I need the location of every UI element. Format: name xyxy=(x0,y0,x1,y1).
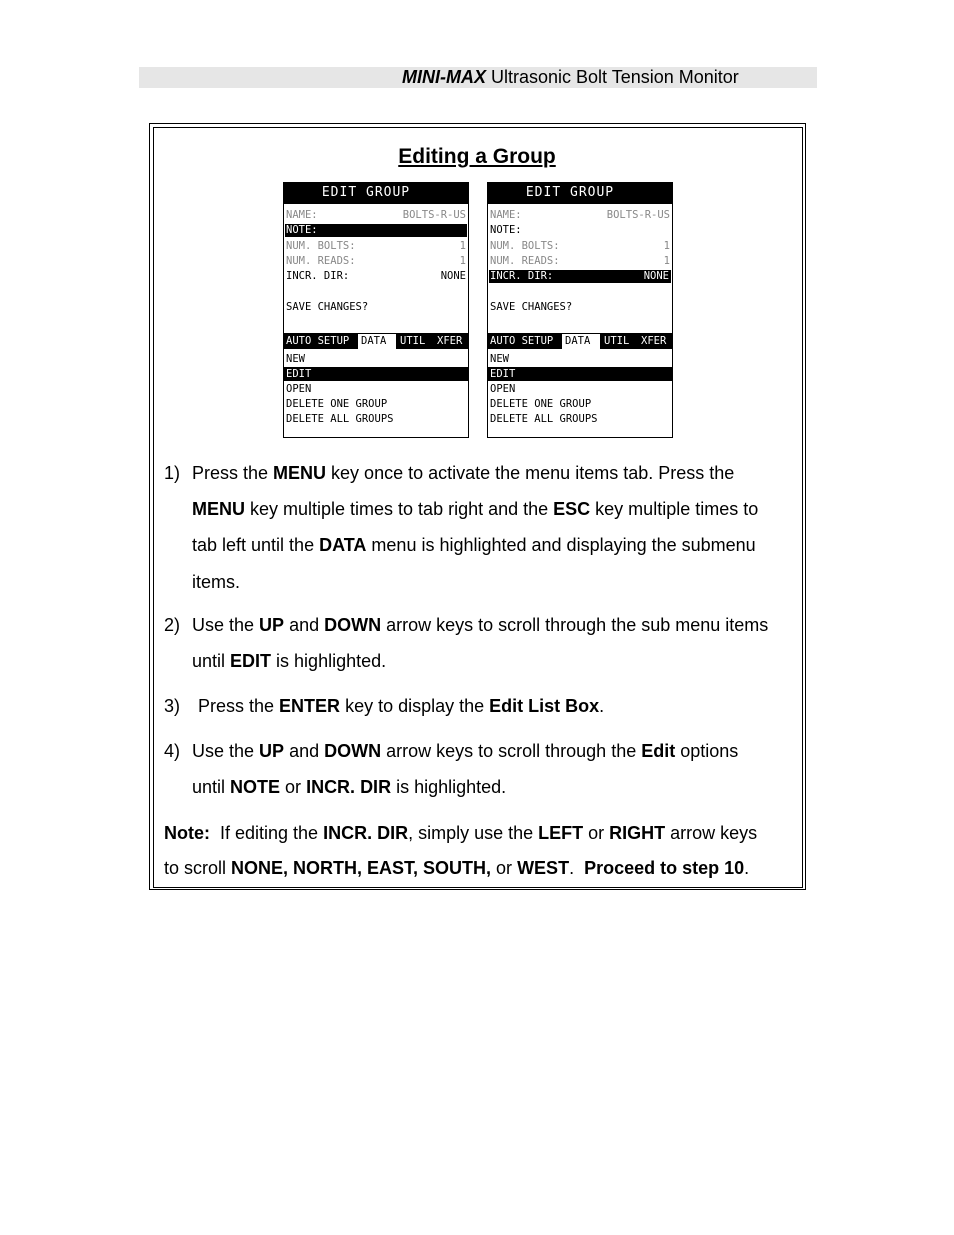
text: . xyxy=(599,696,605,716)
text: is highlighted. xyxy=(271,651,387,671)
menu-item-new: NEW xyxy=(490,353,509,365)
text: key multiple times to tab right and the xyxy=(245,499,554,519)
text: or xyxy=(491,858,518,878)
step-number: 2) xyxy=(164,615,181,635)
menu-panel xyxy=(283,333,469,438)
field-incr-dir-highlighted xyxy=(489,270,671,283)
menu-item-open: OPEN xyxy=(286,383,312,395)
section-title: Editing a Group xyxy=(398,145,556,168)
text: or xyxy=(583,823,610,843)
field-label: NUM. READS: xyxy=(286,255,356,267)
field-name xyxy=(286,209,468,222)
item-edit: EDIT xyxy=(230,651,272,671)
tab-util: UTIL xyxy=(604,335,630,347)
key-esc: ESC xyxy=(553,499,591,519)
menu-item-edit: EDIT xyxy=(488,367,672,381)
lcd-titlebar xyxy=(283,182,469,204)
menu-item-delete-one-group: DELETE ONE GROUP xyxy=(490,398,592,410)
menu-tabs xyxy=(284,334,468,349)
field-label: NAME: xyxy=(490,209,522,221)
step-line xyxy=(192,572,240,593)
field-note-highlighted xyxy=(285,224,467,237)
text: menu is highlighted and displaying the submenu xyxy=(366,535,756,555)
text: or xyxy=(280,777,307,797)
field-incr-dir xyxy=(286,270,468,283)
key-menu: MENU xyxy=(273,463,327,483)
menu-panel xyxy=(487,333,673,438)
direction-west: WEST xyxy=(517,858,570,878)
field-value: BOLTS-R-US xyxy=(606,209,670,221)
field-name xyxy=(490,209,672,222)
step-line xyxy=(192,615,768,636)
text: and xyxy=(284,741,325,761)
field-label: INCR. DIR: xyxy=(286,270,350,282)
text: Use the xyxy=(192,615,260,635)
step-line xyxy=(192,535,756,556)
save-changes-prompt xyxy=(490,301,672,314)
field-num-reads xyxy=(490,255,672,268)
menu-data: DATA xyxy=(319,535,367,555)
menu-tabs xyxy=(488,334,672,349)
text: Press the xyxy=(192,463,274,483)
text: until xyxy=(192,651,231,671)
text: arrow keys xyxy=(665,823,758,843)
tab-auto-setup: AUTO SETUP xyxy=(490,335,554,347)
text: to scroll xyxy=(164,858,232,878)
note-line xyxy=(164,823,757,844)
step-line xyxy=(198,696,604,717)
note-line xyxy=(164,858,749,879)
tab-data: DATA xyxy=(358,334,396,349)
save-prompt-text: SAVE CHANGES? xyxy=(286,301,369,313)
lcd-title: EDIT GROUP xyxy=(321,185,411,200)
text: . xyxy=(569,858,585,878)
menu-item-delete-all-groups: DELETE ALL GROUPS xyxy=(490,413,598,425)
field-label: INCR. DIR: xyxy=(490,270,554,282)
step-line xyxy=(192,651,386,672)
field-value: 1 xyxy=(459,240,466,252)
menu-item-open: OPEN xyxy=(490,383,516,395)
step-number: 1) xyxy=(164,463,181,483)
edit-term: Edit xyxy=(641,741,676,761)
menu-item-new: NEW xyxy=(286,353,305,365)
field-note xyxy=(490,224,672,237)
step-line xyxy=(192,463,734,484)
text: tab left until the xyxy=(192,535,320,555)
edit-list-box xyxy=(487,203,673,334)
key-menu: MENU xyxy=(192,499,245,519)
field-num-bolts xyxy=(286,240,468,253)
field-num-reads xyxy=(286,255,468,268)
edit-list-box xyxy=(283,203,469,334)
edit-list-box-term: Edit List Box xyxy=(489,696,600,716)
direction-options: NONE, NORTH, EAST, SOUTH, xyxy=(231,858,492,878)
tab-auto-setup: AUTO SETUP xyxy=(286,335,350,347)
text: and xyxy=(284,615,325,635)
lcd-title: EDIT GROUP xyxy=(525,185,615,200)
text: is highlighted. xyxy=(391,777,507,797)
brand-name: MINI-MAX xyxy=(402,67,486,87)
page-header xyxy=(402,67,739,88)
field-value: NONE xyxy=(643,270,669,282)
text: items. xyxy=(192,572,241,592)
text: until xyxy=(192,777,231,797)
field-value: NONE xyxy=(440,270,466,282)
menu-item-delete-one-group: DELETE ONE GROUP xyxy=(286,398,388,410)
text: Press the xyxy=(198,696,280,716)
text: If editing the xyxy=(210,823,324,843)
tab-data: DATA xyxy=(562,334,600,349)
field-label: NAME: xyxy=(286,209,318,221)
key-up: UP xyxy=(259,741,285,761)
field-label: NUM. READS: xyxy=(490,255,560,267)
lcd-titlebar xyxy=(487,182,673,204)
key-right: RIGHT xyxy=(609,823,666,843)
field-label: NUM. BOLTS: xyxy=(286,240,356,252)
step-line xyxy=(192,499,758,520)
key-up: UP xyxy=(259,615,285,635)
field-incr-dir-term: INCR. DIR xyxy=(306,777,392,797)
save-prompt-text: SAVE CHANGES? xyxy=(490,301,573,313)
lcd-screen-2 xyxy=(487,182,673,437)
text: arrow keys to scroll through the sub menu items xyxy=(381,615,769,635)
step-line xyxy=(192,741,738,762)
text: , simply use the xyxy=(408,823,539,843)
field-value: 1 xyxy=(663,240,670,252)
tab-xfer: XFER xyxy=(641,335,667,347)
text: key multiple times to xyxy=(590,499,759,519)
key-down: DOWN xyxy=(324,741,382,761)
menu-item-delete-all-groups: DELETE ALL GROUPS xyxy=(286,413,394,425)
step-number: 3) xyxy=(164,696,181,716)
text: key to display the xyxy=(340,696,490,716)
header-title: Ultrasonic Bolt Tension Monitor xyxy=(491,67,739,87)
field-num-bolts xyxy=(490,240,672,253)
field-value: 1 xyxy=(663,255,670,267)
key-down: DOWN xyxy=(324,615,382,635)
tab-util: UTIL xyxy=(400,335,426,347)
field-label: NOTE: xyxy=(490,224,522,236)
field-label: NUM. BOLTS: xyxy=(490,240,560,252)
text: Use the xyxy=(192,741,260,761)
lcd-screen-1 xyxy=(283,182,469,437)
text: . xyxy=(744,858,750,878)
save-changes-prompt xyxy=(286,301,468,314)
field-label: NOTE: xyxy=(286,224,318,236)
proceed-instruction: Proceed to step 10 xyxy=(584,858,745,878)
tab-xfer: XFER xyxy=(437,335,463,347)
step-line xyxy=(192,777,506,798)
step-number: 4) xyxy=(164,741,181,761)
text: arrow keys to scroll through the xyxy=(381,741,642,761)
menu-item-edit: EDIT xyxy=(284,367,468,381)
field-incr-dir-term: INCR. DIR xyxy=(323,823,409,843)
text: options xyxy=(675,741,739,761)
note-label: Note: xyxy=(164,823,210,843)
field-value: 1 xyxy=(459,255,466,267)
field-note-term: NOTE xyxy=(230,777,281,797)
field-value: BOLTS-R-US xyxy=(402,209,466,221)
key-left: LEFT xyxy=(538,823,584,843)
text: key once to activate the menu items tab. Press the xyxy=(326,463,735,483)
key-enter: ENTER xyxy=(279,696,341,716)
